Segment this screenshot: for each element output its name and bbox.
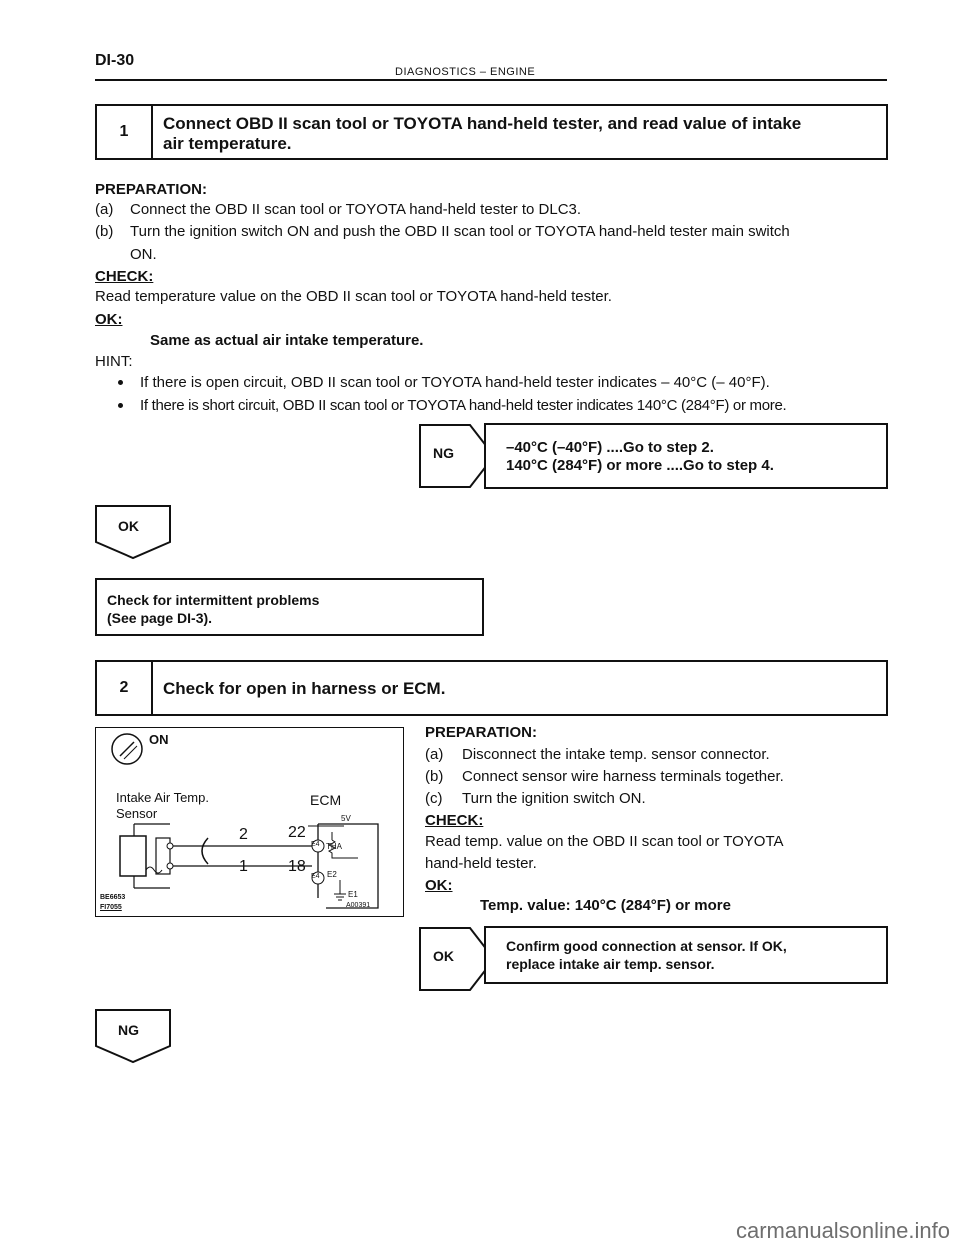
- ok1-text: Same as actual air intake temperature.: [150, 332, 424, 349]
- ok-tag-2-label: OK: [433, 948, 454, 964]
- ok1-heading: OK:: [95, 311, 123, 328]
- sensor-label-1: Intake Air Temp.: [116, 790, 209, 805]
- ok-branch-2-box: [484, 926, 888, 984]
- ng-branch-1-line2: 140°C (284°F) or more ....Go to step 4.: [506, 457, 774, 474]
- intermittent-line1: Check for intermittent problems: [107, 592, 320, 608]
- ng-branch-1-line1: –40°C (–40°F) ....Go to step 2.: [506, 439, 714, 456]
- pin-22: 22: [288, 824, 306, 841]
- ignition-on-label: ON: [149, 732, 169, 747]
- watermark: carmanualsonline.info: [735, 1218, 950, 1243]
- intermittent-box: [95, 578, 484, 636]
- figure-code-3: A00391: [346, 902, 371, 909]
- figure-code-2: FI7055: [100, 904, 122, 911]
- wiring-diagram: [95, 727, 404, 917]
- terminal-e4-label-upper: E4: [311, 841, 320, 848]
- e2-label: E2: [327, 870, 337, 879]
- check1-text: Read temperature value on the OBD II scan tool or TOYOTA hand-held tester.: [95, 288, 612, 305]
- ground-symbol: [334, 880, 346, 900]
- step2-title: Check for open in harness or ECM.: [163, 679, 446, 698]
- prep2-item-b-label: (b): [425, 768, 444, 785]
- hint-bullet-2: [118, 403, 123, 408]
- hint-item-2: If there is short circuit, OBD II scan tool or TOYOTA hand-held tester indicates 140°C (284°F) or more.: [140, 397, 787, 414]
- step2-box: [95, 660, 888, 716]
- check2-line1: Read temp. value on the OBD II scan tool or TOYOTA: [425, 833, 784, 850]
- step2-number: 2: [97, 662, 153, 714]
- intermittent-line2: (See page DI-3).: [107, 610, 213, 626]
- step1-number: 1: [97, 106, 153, 158]
- hint-bullet-1: [118, 380, 123, 385]
- step1-title: [163, 114, 876, 154]
- figure-code-1: BE6653: [100, 894, 126, 901]
- prep1-item-b: Turn the ignition switch ON and push the OBD II scan tool or TOYOTA hand-held tester main switch: [130, 223, 790, 240]
- ecm-label: ECM: [310, 792, 342, 808]
- prep2-item-c: Turn the ignition switch ON.: [462, 790, 646, 807]
- page-code: DI-30: [95, 52, 135, 69]
- step1-box: [95, 104, 888, 160]
- ok-branch-2-line2: replace intake air temp. sensor.: [506, 956, 715, 972]
- connector-symbol: [202, 838, 208, 864]
- check2-heading: CHECK:: [425, 812, 484, 829]
- ng-tag-2-label: NG: [118, 1022, 139, 1038]
- ok-branch-2-line1: Confirm good connection at sensor. If OK,: [506, 938, 787, 954]
- step1-title-line2: air temperature.: [163, 134, 292, 153]
- prep1-item-a-label: (a): [95, 201, 114, 218]
- tha-label: THA: [326, 842, 342, 851]
- ok2-heading: OK:: [425, 877, 453, 894]
- ok-tag-1-label: OK: [118, 518, 139, 534]
- sensor-label-2: Sensor: [116, 806, 158, 821]
- terminal-e4-label-lower: E4: [311, 873, 320, 880]
- check1-heading: CHECK:: [95, 268, 154, 285]
- header-rule: [95, 79, 887, 81]
- prep2-item-c-label: (c): [425, 790, 443, 807]
- prep2-heading: PREPARATION:: [425, 724, 537, 741]
- check2-line2: hand-held tester.: [425, 855, 537, 872]
- step1-title-line1: Connect OBD II scan tool or TOYOTA hand-held tester, and read value of intake: [163, 114, 802, 133]
- pin-18: 18: [288, 858, 306, 875]
- ng-tag-1-label: NG: [433, 445, 454, 461]
- ng-branch-1-box: [484, 423, 888, 489]
- hint-heading: HINT:: [95, 353, 133, 370]
- ok2-text: Temp. value: 140°C (284°F) or more: [480, 897, 731, 914]
- prep1-item-b-cont: ON.: [130, 246, 157, 263]
- prep2-item-a-label: (a): [425, 746, 444, 763]
- pin-2: 2: [239, 826, 248, 843]
- prep1-heading: PREPARATION:: [95, 181, 207, 198]
- prep1-item-b-label: (b): [95, 223, 114, 240]
- prep2-item-a: Disconnect the intake temp. sensor connector.: [462, 746, 770, 763]
- section-title: DIAGNOSTICS – ENGINE: [395, 66, 536, 78]
- pin-1: 1: [239, 858, 248, 875]
- prep1-item-a: Connect the OBD II scan tool or TOYOTA hand-held tester to DLC3.: [130, 201, 582, 218]
- ignition-switch-icon: [112, 734, 142, 764]
- hint-item-1: If there is open circuit, OBD II scan tool or TOYOTA hand-held tester indicates – 40°C (– 40°F).: [140, 374, 770, 391]
- e1-label: E1: [348, 890, 358, 899]
- v5-label: 5V: [341, 814, 351, 823]
- diagram-svg: [96, 728, 403, 916]
- sensor-symbol: [120, 824, 170, 888]
- prep2-item-b: Connect sensor wire harness terminals together.: [462, 768, 784, 785]
